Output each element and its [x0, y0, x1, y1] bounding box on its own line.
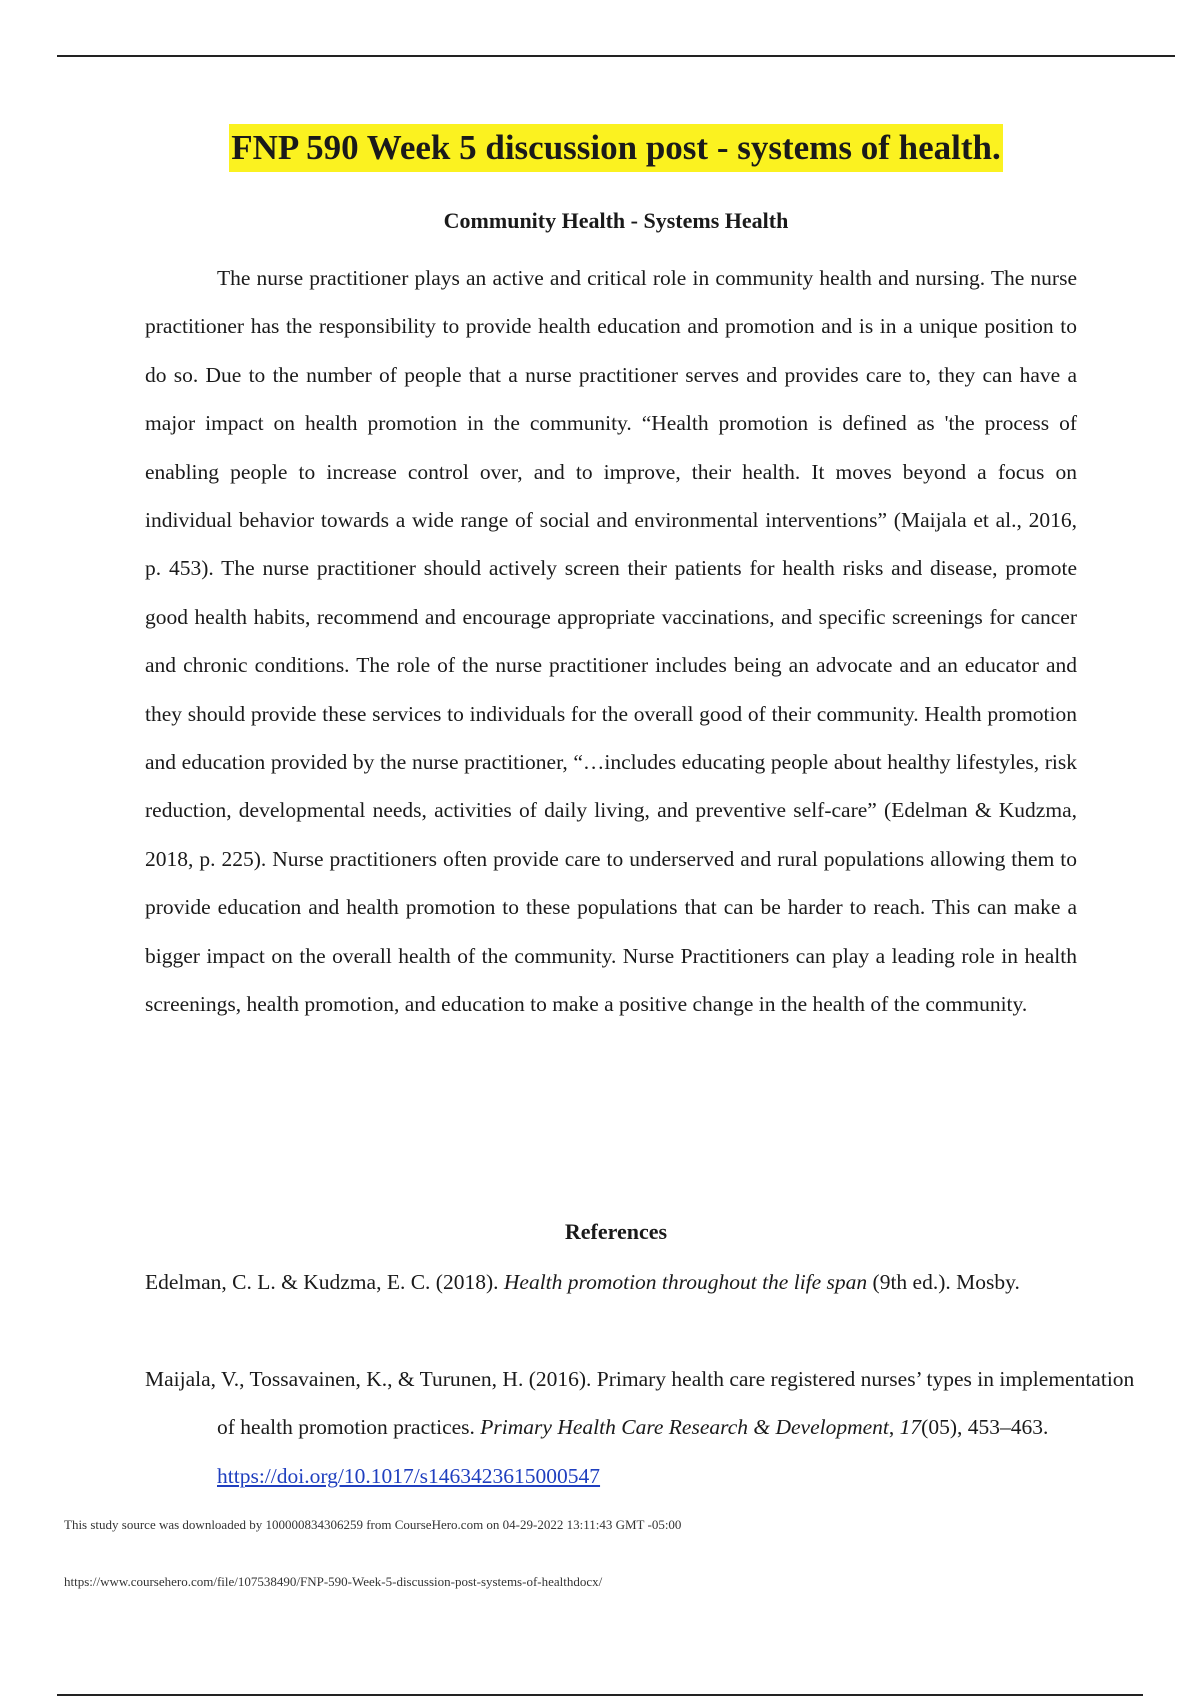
reference-book-title: Health promotion throughout the life span	[503, 1270, 868, 1294]
download-note: This study source was downloaded by 100000834306259 from CourseHero.com on 04-29-2022 13:11:43 GMT -05:00	[64, 1517, 682, 1532]
reference-text: Maijala, V., Tossavainen, K., & Turunen, H. (2016). Primary health care registered nurses’ types in implementation of health promotion practices.	[145, 1367, 1135, 1440]
top-rule	[57, 55, 1175, 57]
reference-text: (05), 453–463.	[921, 1415, 1049, 1440]
doi-link[interactable]: https://doi.org/10.1017/s1463423615000547	[217, 1463, 601, 1488]
source-url: https://www.coursehero.com/file/107538490/FNP-590-Week-5-discussion-post-systems-of-healthdocx/	[64, 1574, 603, 1589]
reference-text: Edelman, C. L. & Kudzma, E. C. (2018).	[145, 1270, 504, 1294]
document-title: FNP 590 Week 5 discussion post - systems of health.	[229, 124, 1002, 172]
references-heading: References	[564, 1219, 668, 1244]
reference-text: (9th ed.). Mosby.	[867, 1270, 1020, 1294]
section-subtitle: Community Health - Systems Health	[443, 208, 789, 233]
body-paragraph: The nurse practitioner plays an active and critical role in community health and nursing. The nurse practitioner has the responsibility to provide health education and promotion and is in a unique position to do so. Due to the number of people that a nurse practitioner serves and provides care to, they can have a major impact on health promotion in the community. “Health promotion is defined as 'the process of enabling people to increase control over, and to improve, their health. It moves beyond a focus on individual behavior towards a wide range of social and environmental interventions” (Maijala et al., 2016, p. 453). The nurse practitioner should actively screen their patients for health risks and disease, promote good health habits, recommend and encourage appropriate vaccinations, and specific screenings for cancer and chronic conditions. The role of the nurse practitioner includes being an advocate and an educator and they should provide these services to individuals for the overall good of their community. Health promotion and education provided by the nurse practitioner, “…includes educating people about healthy lifestyles, risk reduction, developmental needs, activities of daily living, and preventive self-care” (Edelman & Kudzma, 2018, p. 225). Nurse practitioners often provide care to underserved and rural populations allowing them to provide education and health promotion to these populations that can be harder to reach. This can make a bigger impact on the overall health of the community. Nurse Practitioners can play a leading role in health screenings, health promotion, and education to make a positive change in the health of the community.	[145, 266, 1077, 1017]
reference-journal-title: Primary Health Care Research & Development	[480, 1415, 889, 1440]
title-container	[0, 124, 1200, 172]
reference-volume: 17	[899, 1415, 922, 1440]
bottom-rule	[57, 1694, 1143, 1696]
reference-item-maijala	[145, 1355, 1149, 1500]
reference-item-edelman	[145, 1258, 1149, 1306]
reference-text: ,	[888, 1415, 900, 1440]
